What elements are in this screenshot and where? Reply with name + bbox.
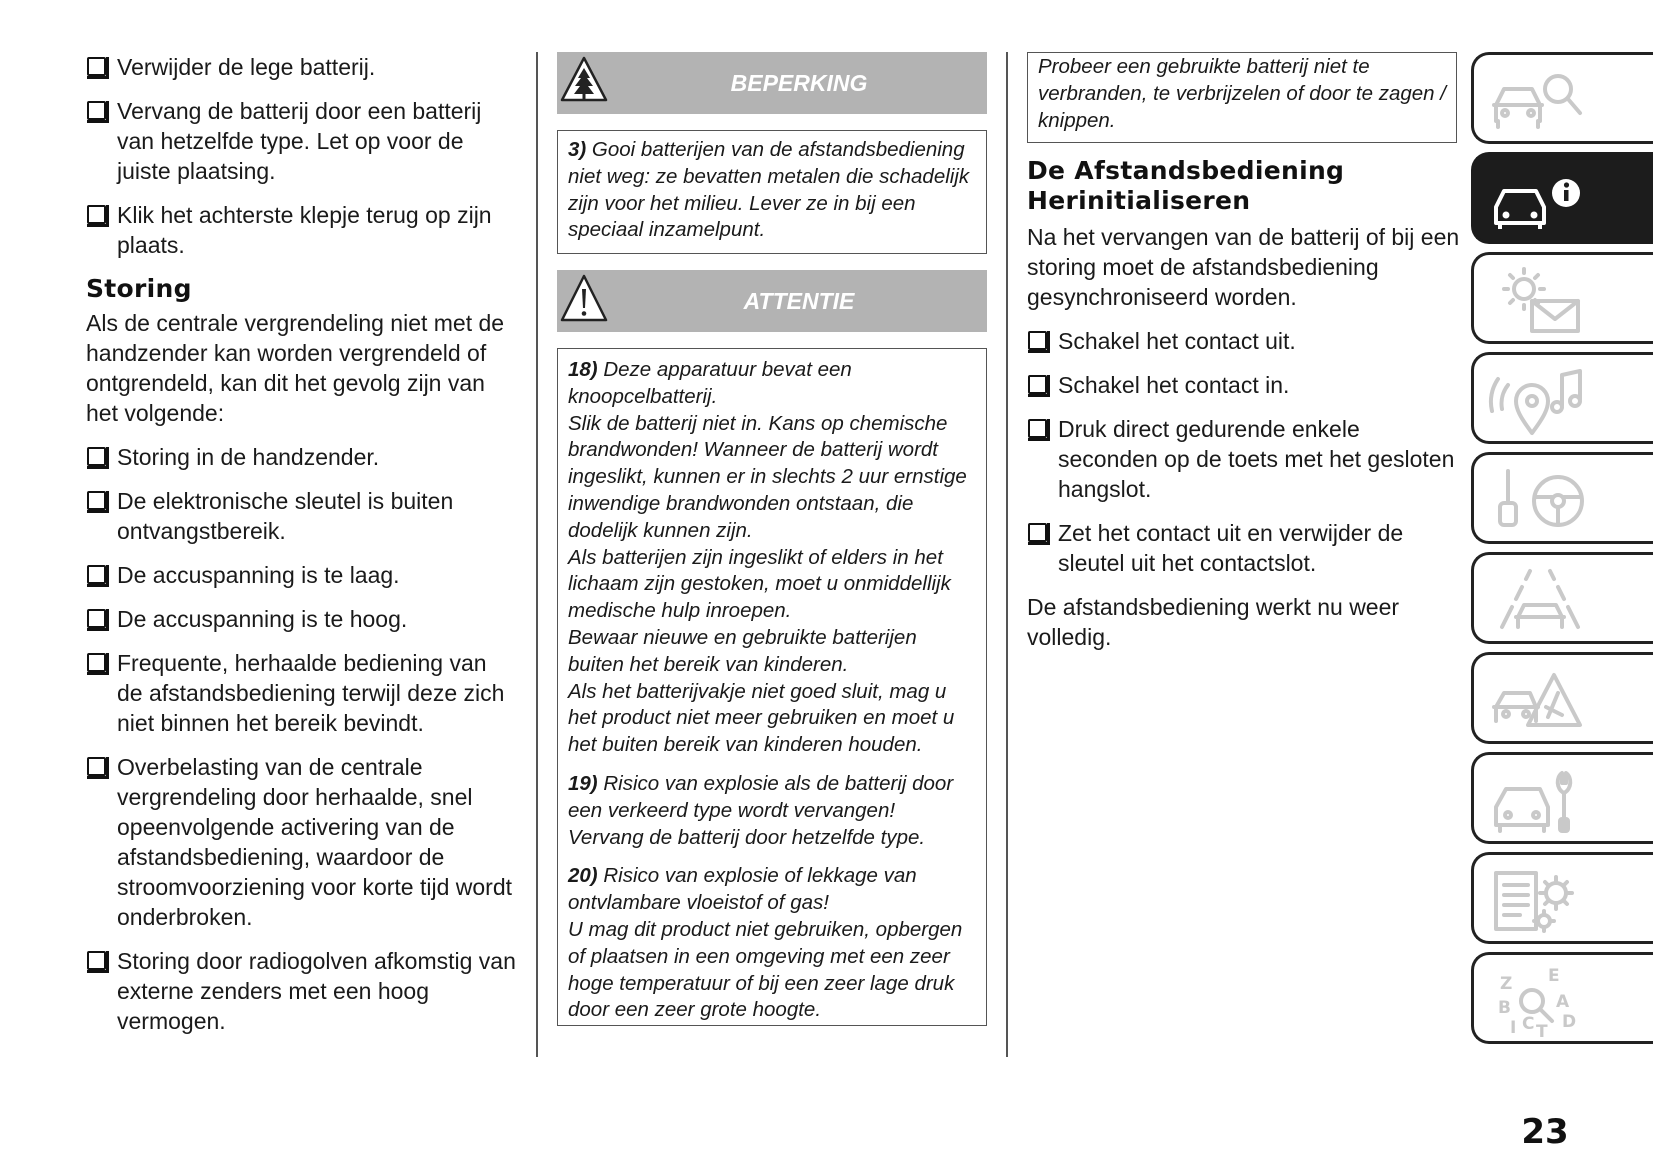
note-20: 20) Risico van explosie of lekkage van ontvlambare vloeistof of gas! U mag dit product niet gebruiken, opbergen of plaatsen in een omgeving met een zeer hoge temperatuur of bij een zeer lage druk door een zeer grote hoogte.: [568, 864, 963, 1022]
list-item: Storing in de handzender.: [86, 442, 516, 472]
checkbox-bullet-icon: [87, 57, 106, 76]
note-3: 3) Gooi batterijen van de afstandsbediening niet weg: ze bevatten metalen die schadelijk zijn voor het milieu. Lever ze in bij een speciaal inzamelpunt.: [557, 130, 987, 254]
checkbox-bullet-icon: [87, 757, 106, 776]
beperking-banner: [557, 52, 987, 114]
list-item: Frequente, herhaalde bediening van de afstandsbediening terwijl deze zich niet binnen het bereik bevindt.: [86, 648, 516, 738]
svg-text:C: C: [1522, 1014, 1535, 1034]
right-column: [1027, 156, 1462, 652]
car-service-icon: [1486, 763, 1596, 839]
svg-text:I: I: [1510, 1018, 1517, 1038]
list-item: Druk direct gedurende enkele seconden op de toets met het gesloten hangslot.: [1027, 414, 1462, 504]
column-divider: [536, 52, 538, 1057]
section-heading-herinitialiseren: De Afstandsbediening Herinitialiseren: [1027, 156, 1345, 215]
note-19: 19) Risico van explosie als de batterij door een verkeerd type wordt vervangen! Vervang de batterij door hetzelfde type.: [568, 771, 954, 849]
list-item: Schakel het contact in.: [1027, 370, 1462, 400]
attentie-banner: [557, 270, 987, 332]
list-item: Vervang de batterij door een batterij van hetzelfde type. Let op voor de juiste plaatsing.: [86, 96, 516, 186]
checkbox-bullet-icon: [87, 205, 106, 224]
closing-text: De afstandsbediening werkt nu weer volledig.: [1027, 594, 1400, 650]
lights-message-icon: [1486, 263, 1596, 339]
tab-lane-car[interactable]: [1471, 552, 1653, 644]
checkbox-bullet-icon: [87, 447, 106, 466]
audio-navigation-icon: [1486, 363, 1596, 439]
checkbox-bullet-icon: [1028, 375, 1047, 394]
banner-title: BEPERKING: [730, 70, 868, 96]
storing-intro: Als de centrale vergrendeling niet met de handzender kan worden vergrendeld of ontgrendeld, kan dit het gevolg zijn van het volgende:: [86, 310, 505, 426]
svg-text:E: E: [1548, 966, 1560, 986]
checkbox-bullet-icon: [87, 101, 106, 120]
tab-car-search[interactable]: [1471, 52, 1653, 144]
environment-tree-icon: [557, 52, 611, 114]
warning-exclamation-icon: [557, 270, 611, 332]
tab-breakdown[interactable]: [1471, 652, 1653, 744]
tab-gear-steering[interactable]: [1471, 452, 1653, 544]
checkbox-bullet-icon: [1028, 331, 1047, 350]
svg-text:T: T: [1536, 1022, 1548, 1039]
tab-car-info[interactable]: [1471, 152, 1653, 244]
list-item: Zet het contact uit en verwijder de sleutel uit het contactslot.: [1027, 518, 1462, 578]
column-divider: [1006, 52, 1008, 1057]
checkbox-bullet-icon: [1028, 523, 1047, 542]
list-item: Klik het achterste klepje terug op zijn plaats.: [86, 200, 516, 260]
list-item: Overbelasting van de centrale vergrendeling door herhaalde, snel opeenvolgende activering van de afstandsbediening, waardoor de stroomvoorziening voor korte tijd wordt onderbroken.: [86, 752, 516, 932]
herinitialiseren-intro: Na het vervangen van de batterij of bij een storing moet de afstandsbediening gesynchroniseerd worden.: [1027, 224, 1460, 310]
svg-text:B: B: [1498, 998, 1511, 1018]
tab-car-service[interactable]: [1471, 752, 1653, 844]
list-item: Verwijder de lege batterij.: [86, 52, 516, 82]
car-info-icon: [1486, 163, 1596, 239]
svg-text:D: D: [1562, 1012, 1577, 1032]
note-continued: Probeer een gebruikte batterij niet te verbranden, te verbrijzelen of door te zagen / knippen.: [1027, 52, 1457, 143]
svg-text:Z: Z: [1500, 974, 1513, 994]
left-column: [86, 52, 516, 1050]
list-item: Storing door radiogolven afkomstig van externe zenders met een hoog vermogen.: [86, 946, 516, 1036]
list-item: De accuspanning is te laag.: [86, 560, 516, 590]
note-18: 18) Deze apparatuur bevat een knoopcelbatterij. Slik de batterij niet in. Kans op chemische brandwonden! Wanneer de batterij wordt ingeslikt, kunnen er in slechts 2 uur ernstige inwendige brandwonden ontstaan, die dodelijk kunnen zijn. Als batterijen zijn ingeslikt of elders in het lichaam zijn gestoken, moet u onmiddellijk medische hulp inroepen. Bewaar nieuwe en gebruikte batterijen buiten het bereik van kinderen. Als het batterijvakje niet goed sluit, mag u het product niet meer gebruiken en moet u het buiten bereik van kinderen houden.: [568, 358, 967, 757]
tab-lights-message[interactable]: [1471, 252, 1653, 344]
breakdown-triangle-icon: [1486, 663, 1596, 739]
list-item: De accuspanning is te hoog.: [86, 604, 516, 634]
gear-steering-icon: [1486, 463, 1596, 539]
car-search-icon: [1486, 63, 1596, 139]
list-item: De elektronische sleutel is buiten ontvangstbereik.: [86, 486, 516, 546]
tab-index[interactable]: [1471, 952, 1653, 1044]
checkbox-bullet-icon: [87, 609, 106, 628]
section-heading-storing: Storing: [86, 274, 192, 303]
specs-gear-icon: [1486, 863, 1596, 939]
tab-audio-navigation[interactable]: [1471, 352, 1653, 444]
index-alphabet-icon: [1486, 963, 1596, 1039]
lane-car-icon: [1486, 563, 1596, 639]
note-18-20: [557, 348, 987, 1026]
checkbox-bullet-icon: [87, 951, 106, 970]
banner-title: ATTENTIE: [743, 288, 855, 314]
checkbox-bullet-icon: [1028, 419, 1047, 438]
checkbox-bullet-icon: [87, 565, 106, 584]
page-number: 23: [1521, 1112, 1569, 1152]
checkbox-bullet-icon: [87, 491, 106, 510]
tab-specs[interactable]: [1471, 852, 1653, 944]
checkbox-bullet-icon: [87, 653, 106, 672]
svg-text:A: A: [1556, 992, 1570, 1012]
list-item: Schakel het contact uit.: [1027, 326, 1462, 356]
